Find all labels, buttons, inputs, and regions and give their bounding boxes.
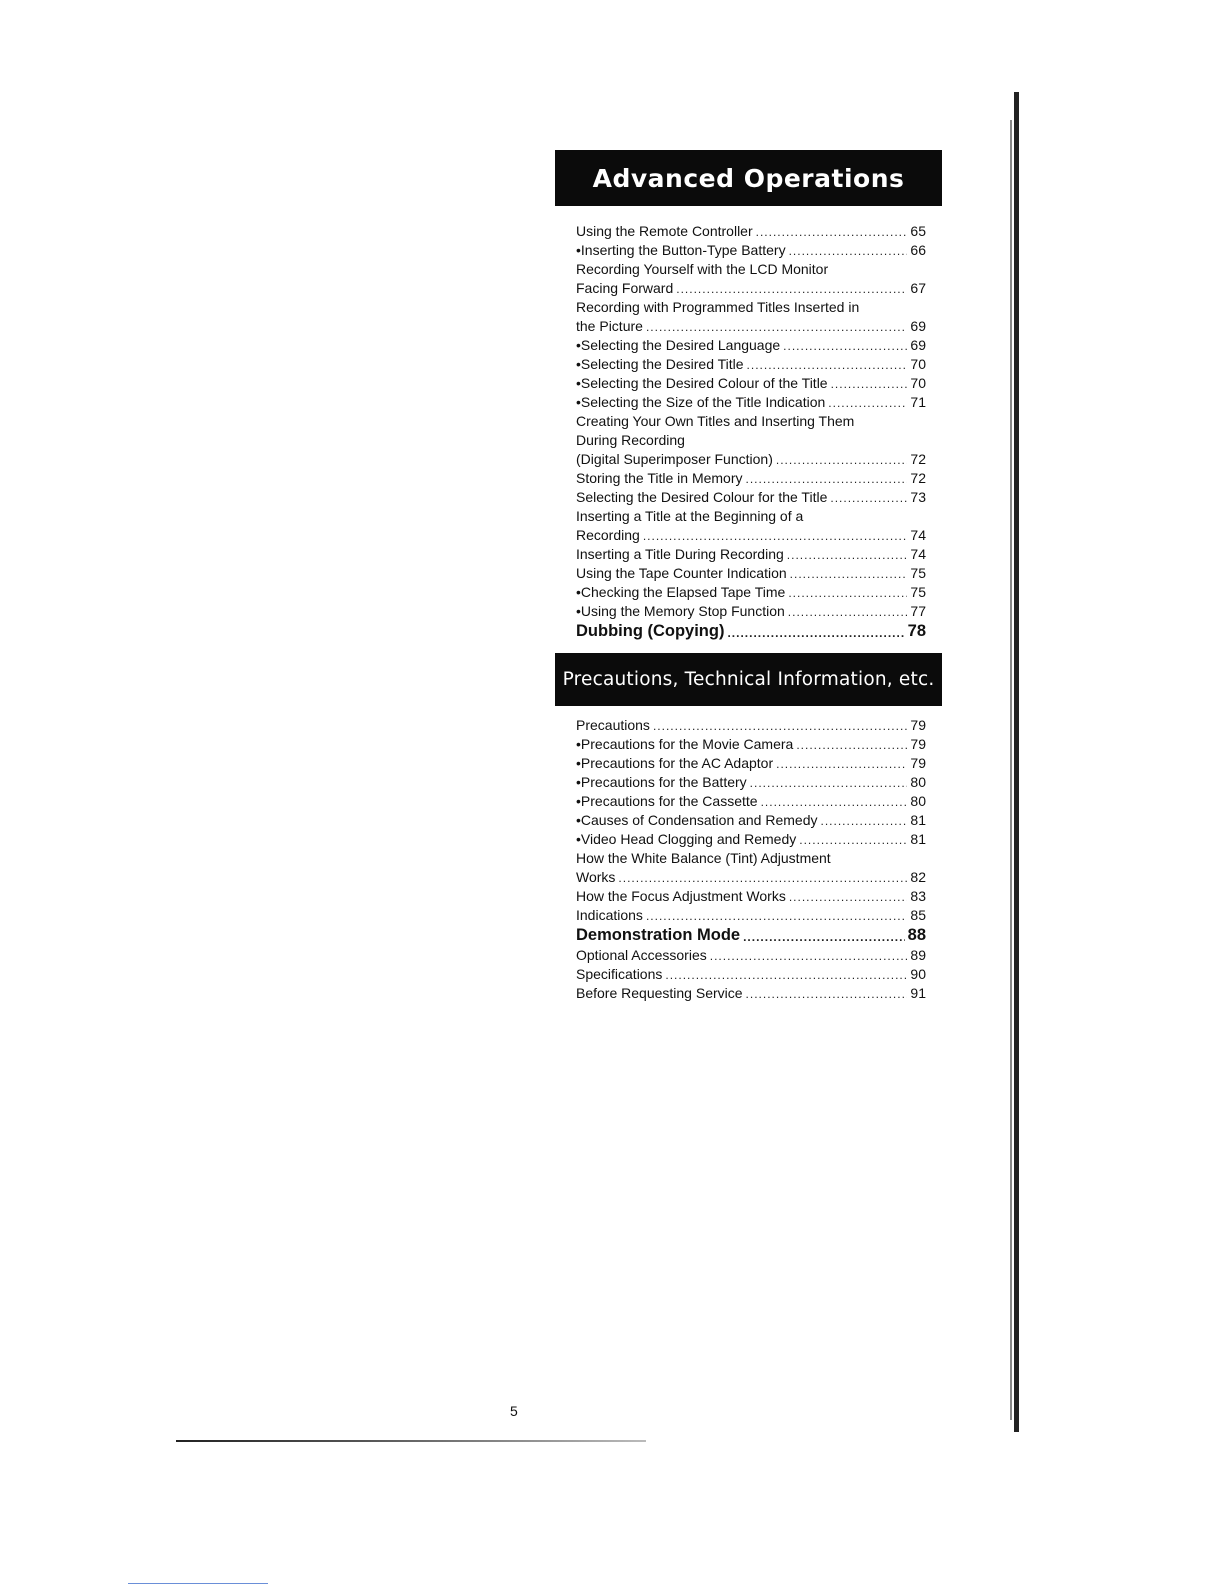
toc-entry-page: 85 [910, 907, 926, 923]
leader-dots [830, 491, 907, 506]
toc-entry-page: 77 [910, 603, 926, 619]
leader-dots [746, 987, 908, 1002]
leader-dots [746, 472, 908, 487]
toc-entry[interactable] [576, 316, 926, 335]
toc-entry-label: •Selecting the Size of the Title Indication [576, 394, 826, 410]
section-title: Advanced Operations [592, 163, 905, 193]
leader-dots [643, 529, 908, 544]
toc-entry-label: Optional Accessories [576, 947, 707, 963]
leader-dots [831, 377, 908, 392]
toc-entry-label: •Selecting the Desired Language [576, 337, 781, 353]
toc-entry-page: 72 [910, 451, 926, 467]
toc-entry[interactable] [576, 753, 926, 772]
toc-entry-label: Inserting a Title at the Beginning of a [576, 508, 804, 524]
toc-entry[interactable] [576, 715, 926, 734]
section-title: Precautions, Technical Information, etc. [562, 669, 935, 690]
toc-entry-label: •Checking the Elapsed Tape Time [576, 584, 786, 600]
scan-edge-bar [1014, 92, 1019, 1432]
leader-dots [788, 605, 908, 620]
toc-entry-page: 80 [910, 793, 926, 809]
leader-dots [665, 968, 907, 983]
toc-entry-page: 72 [910, 470, 926, 486]
toc-entry-label: Demonstration Mode [576, 926, 741, 944]
leader-dots [646, 909, 907, 924]
toc-entry[interactable] [576, 430, 926, 449]
toc-entry-page: 75 [910, 565, 926, 581]
leader-dots [799, 833, 907, 848]
toc-entry-label: Inserting a Title During Recording [576, 546, 784, 562]
leader-dots [790, 567, 908, 582]
leader-dots [789, 890, 908, 905]
toc-entry-page: 74 [910, 527, 926, 543]
toc-entry-label: How the Focus Adjustment Works [576, 888, 786, 904]
page-number: 5 [510, 1403, 518, 1419]
toc-entry-page: 70 [910, 375, 926, 391]
section-header-advanced-operations [555, 150, 942, 206]
toc-entry-page: 79 [910, 736, 926, 752]
leader-dots [776, 757, 907, 772]
toc-entry-page: 81 [910, 812, 926, 828]
leader-dots [789, 244, 908, 259]
leader-dots [796, 738, 907, 753]
toc-entry-label: Selecting the Desired Colour for the Title [576, 489, 828, 505]
toc-entry-label: Before Requesting Service [576, 985, 743, 1001]
toc-entry[interactable] [576, 449, 926, 468]
toc-list-precautions [576, 715, 926, 1002]
leader-dots [747, 358, 908, 373]
toc-entry-label: •Inserting the Button-Type Battery [576, 242, 786, 258]
toc-entry-page: 67 [910, 280, 926, 296]
toc-entry-page: 66 [910, 242, 926, 258]
toc-entry-page: 73 [910, 489, 926, 505]
toc-entry-page: 79 [910, 717, 926, 733]
leader-dots [756, 225, 908, 240]
toc-entry-page: 78 [907, 622, 926, 640]
toc-entry-page: 89 [910, 947, 926, 963]
toc-entry[interactable] [576, 829, 926, 848]
toc-entry[interactable] [576, 964, 926, 983]
toc-entry[interactable] [576, 620, 926, 641]
toc-entry-label: Using the Remote Controller [576, 223, 753, 239]
toc-entry[interactable] [576, 544, 926, 563]
toc-entry[interactable] [576, 791, 926, 810]
section-header-precautions [555, 653, 942, 706]
toc-entry-page: 71 [910, 394, 926, 410]
leader-dots [710, 949, 908, 964]
toc-entry-label: •Precautions for the AC Adaptor [576, 755, 774, 771]
toc-entry-label: Storing the Title in Memory [576, 470, 743, 486]
toc-entry[interactable] [576, 411, 926, 430]
toc-entry[interactable] [576, 924, 926, 945]
toc-entry-label: Recording [576, 527, 640, 543]
toc-entry-page: 81 [910, 831, 926, 847]
toc-entry[interactable] [576, 468, 926, 487]
leader-dots [750, 776, 908, 791]
leader-dots [653, 719, 907, 734]
scan-footer-line [128, 1583, 268, 1584]
scan-bottom-line [176, 1440, 646, 1442]
toc-entry[interactable] [576, 335, 926, 354]
leader-dots [828, 396, 907, 411]
toc-entry-label: •Selecting the Desired Colour of the Title [576, 375, 828, 391]
toc-entry[interactable] [576, 278, 926, 297]
toc-entry[interactable] [576, 582, 926, 601]
toc-entry-label: •Causes of Condensation and Remedy [576, 812, 818, 828]
toc-entry[interactable] [576, 601, 926, 620]
leader-dots [788, 586, 907, 601]
toc-entry-label: •Precautions for the Battery [576, 774, 747, 790]
toc-entry[interactable] [576, 373, 926, 392]
toc-entry[interactable] [576, 563, 926, 582]
toc-entry-label: During Recording [576, 432, 685, 448]
toc-entry-page: 69 [910, 337, 926, 353]
leader-dots [761, 795, 908, 810]
toc-entry-label: Works [576, 869, 616, 885]
toc-entry-label: Recording Yourself with the LCD Monitor [576, 261, 829, 277]
leader-dots [821, 814, 908, 829]
toc-entry-label: (Digital Superimposer Function) [576, 451, 773, 467]
toc-entry-label: •Using the Memory Stop Function [576, 603, 785, 619]
toc-entry[interactable] [576, 848, 926, 867]
leader-dots [776, 453, 908, 468]
leader-dots [783, 339, 907, 354]
toc-entry-page: 80 [910, 774, 926, 790]
toc-entry[interactable] [576, 240, 926, 259]
toc-entry-label: Facing Forward [576, 280, 674, 296]
toc-entry[interactable] [576, 867, 926, 886]
toc-entry[interactable] [576, 734, 926, 753]
toc-entry-page: 75 [910, 584, 926, 600]
toc-entry-page: 70 [910, 356, 926, 372]
toc-entry-label: Indications [576, 907, 643, 923]
toc-entry-label: •Precautions for the Cassette [576, 793, 758, 809]
scan-edge-shadow [1010, 120, 1012, 1420]
leader-dots [743, 930, 905, 945]
toc-entry-label: Recording with Programmed Titles Inserted in [576, 299, 860, 315]
toc-entry-label: Precautions [576, 717, 650, 733]
leader-dots [646, 320, 907, 335]
toc-entry-page: 91 [910, 985, 926, 1001]
toc-entry[interactable] [576, 905, 926, 924]
toc-entry[interactable] [576, 354, 926, 373]
toc-entry[interactable] [576, 525, 926, 544]
toc-entry-page: 69 [910, 318, 926, 334]
toc-entry[interactable] [576, 506, 926, 525]
leader-dots [676, 282, 907, 297]
toc-entry[interactable] [576, 297, 926, 316]
leader-dots [727, 626, 904, 641]
toc-entry-page: 88 [907, 926, 926, 944]
toc-entry[interactable] [576, 945, 926, 964]
toc-entry-label: Using the Tape Counter Indication [576, 565, 787, 581]
toc-entry[interactable] [576, 392, 926, 411]
toc-entry-page: 79 [910, 755, 926, 771]
toc-entry-label: How the White Balance (Tint) Adjustment [576, 850, 831, 866]
toc-list-advanced [576, 221, 926, 641]
toc-entry-page: 74 [910, 546, 926, 562]
toc-entry[interactable] [576, 983, 926, 1002]
toc-entry[interactable] [576, 772, 926, 791]
leader-dots [618, 871, 907, 886]
toc-entry[interactable] [576, 810, 926, 829]
toc-entry-label: Specifications [576, 966, 663, 982]
toc-entry[interactable] [576, 221, 926, 240]
toc-entry-page: 82 [910, 869, 926, 885]
toc-entry-page: 90 [910, 966, 926, 982]
leader-dots [787, 548, 908, 563]
toc-entry[interactable] [576, 886, 926, 905]
toc-entry-page: 65 [910, 223, 926, 239]
toc-entry[interactable] [576, 259, 926, 278]
toc-entry-label: •Selecting the Desired Title [576, 356, 744, 372]
toc-entry-page: 83 [910, 888, 926, 904]
toc-entry-label: the Picture [576, 318, 643, 334]
toc-entry-label: •Video Head Clogging and Remedy [576, 831, 797, 847]
toc-entry[interactable] [576, 487, 926, 506]
toc-entry-label: Creating Your Own Titles and Inserting Them [576, 413, 855, 429]
toc-entry-label: Dubbing (Copying) [576, 622, 725, 640]
toc-entry-label: •Precautions for the Movie Camera [576, 736, 794, 752]
